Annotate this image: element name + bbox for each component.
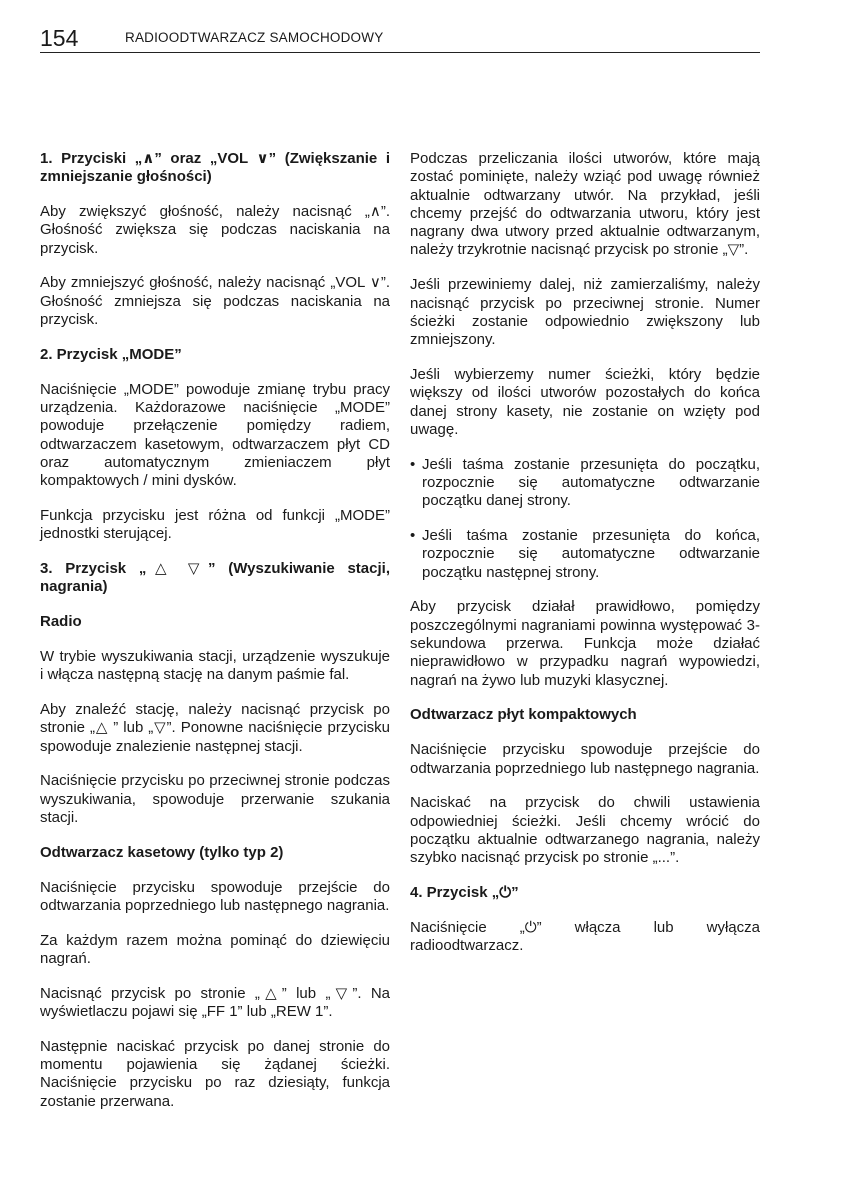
heading-power-button: 4. Przycisk „⏻” — [410, 884, 519, 901]
paragraph-cassette-nine: Za każdym razem można pominąć do dziewięciu nagrań. — [40, 931, 390, 967]
bullet-icon: • — [410, 455, 416, 473]
heading-volume-buttons: 1. Przyciski „∧” oraz „VOL ∨” (Zwiększanie i zmniejszanie głośności) — [40, 150, 390, 186]
heading-mode-button: 2. Przycisk „MODE” — [40, 345, 182, 363]
paragraph-track-number: Jeśli wybierzemy numer ścieżki, który będzie większy od ilości utworów pozostałych do końca danej strony kasety, nie zostanie on wzięty pod uwagę. — [410, 365, 760, 438]
list-item — [410, 456, 760, 511]
paragraph-mode-switch: Naciśnięcie „MODE” powoduje zmianę trybu pracy urządzenia. Każdorazowe naciśnięcie „MODE” powoduje przełączenie pomiędzy radiem, odtwarzaczem kasetowym, odtwarzaczem płyt CD oraz automatycznym zmieniaczem płyt kompaktowych / mini dysków. — [40, 380, 390, 490]
bullet-list — [410, 456, 760, 582]
list-item-text: Jeśli taśma zostanie przesunięta do końca, rozpocznie się automatyczne odtwarzanie początku następnej strony. — [422, 527, 760, 581]
paragraph-power: Naciśnięcie „⏻” włącza lub wyłącza radioodtwarzacz. — [410, 918, 760, 955]
heading-seek-button: 3. Przycisk „△ ▽” (Wyszukiwanie stacji, nagrania) — [40, 560, 390, 596]
heading-cd-player: Odtwarzacz płyt kompaktowych — [410, 706, 637, 724]
paragraph-volume-up: Aby zwiększyć głośność, należy nacisnąć „∧”. Głośność zwiększa się podczas naciskania na przycisk. — [40, 203, 390, 257]
paragraph-cassette-skip: Naciśnięcie przycisku spowoduje przejście do odtwarzania poprzedniego lub następnego nagrania. — [40, 878, 390, 914]
paragraph-pause-requirement: Aby przycisk działał prawidłowo, pomiędzy poszczególnymi nagraniami powinna występować 3-sekundowa przerwa. Funkcja może działać nieprawidłowo w przypadku nagrań wypowiedzi, nagrań na żywo lub muzyki klasycznej. — [410, 598, 760, 689]
bullet-icon: • — [410, 527, 416, 545]
left-column — [40, 150, 390, 1128]
page-number: 154 — [40, 25, 79, 51]
page-header — [40, 24, 760, 53]
paragraph-mode-function: Funkcja przycisku jest różna od funkcji „MODE” jednostki sterującej. — [40, 506, 390, 543]
heading-cassette: Odtwarzacz kasetowy (tylko typ 2) — [40, 843, 284, 861]
list-item — [410, 527, 760, 582]
paragraph-counting: Podczas przeliczania ilości utworów, które mają zostać pominięte, należy wziąć pod uwagę również aktualnie odtwarzany utwór. Na przykład, jeśli chcemy przejść do odtwarzania utworu, który jest nagrany dwa utwory przed aktualnie odtwarzanym, należy trzykrotnie nacisnąć przycisk po stronie „▽”. — [410, 150, 760, 259]
list-item-text: Jeśli taśma zostanie przesunięta do początku, rozpocznie się automatyczne odtwarzanie początku danej strony. — [422, 455, 760, 510]
paragraph-radio-seek: W trybie wyszukiwania stacji, urządzenie wyszukuje i włącza następną stację na danym paśmie fal. — [40, 647, 390, 684]
paragraph-cassette-repeat: Następnie naciskać przycisk po danej stronie do momentu pojawienia się żądanej ścieżki. Naciśnięcie przycisku po raz dziesiąty, funkcja zostanie przerwana. — [40, 1037, 390, 1110]
right-column — [410, 150, 760, 972]
paragraph-volume-down: Aby zmniejszyć głośność, należy nacisnąć „VOL ∨”. Głośność zmniejsza się podczas naciskania na przycisk. — [40, 274, 390, 329]
paragraph-radio-find: Aby znaleźć stację, należy nacisnąć przycisk po stronie „△ ” lub „▽”. Ponowne naciśnięcie przycisku spowoduje znalezienie następnej stacji. — [40, 701, 390, 755]
paragraph-cassette-display: Nacisnąć przycisk po stronie „△” lub „▽”. Na wyświetlaczu pojawi się „FF 1” lub „REW 1”. — [40, 984, 390, 1021]
paragraph-overshoot: Jeśli przewiniemy dalej, niż zamierzaliśmy, należy nacisnąć przycisk po przeciwnej stronie. Numer ścieżki zostanie odpowiednio zwiększony lub zmniejszony. — [410, 276, 760, 349]
paragraph-radio-cancel: Naciśnięcie przycisku po przeciwnej stronie podczas wyszukiwania, spowoduje przerwanie szukania stacji. — [40, 772, 390, 827]
heading-radio: Radio — [40, 613, 82, 631]
running-title: RADIOODTWARZACZ SAMOCHODOWY — [125, 30, 384, 45]
paragraph-cd-hold: Naciskać na przycisk do chwili ustawienia odpowiedniej ścieżki. Jeśli chcemy wrócić do początku aktualnie odtwarzanego nagrania, należy szybko nacisnąć przycisk po stronie „...”. — [410, 794, 760, 867]
paragraph-cd-skip: Naciśnięcie przycisku spowoduje przejście do odtwarzania poprzedniego lub następnego nagrania. — [410, 741, 760, 777]
